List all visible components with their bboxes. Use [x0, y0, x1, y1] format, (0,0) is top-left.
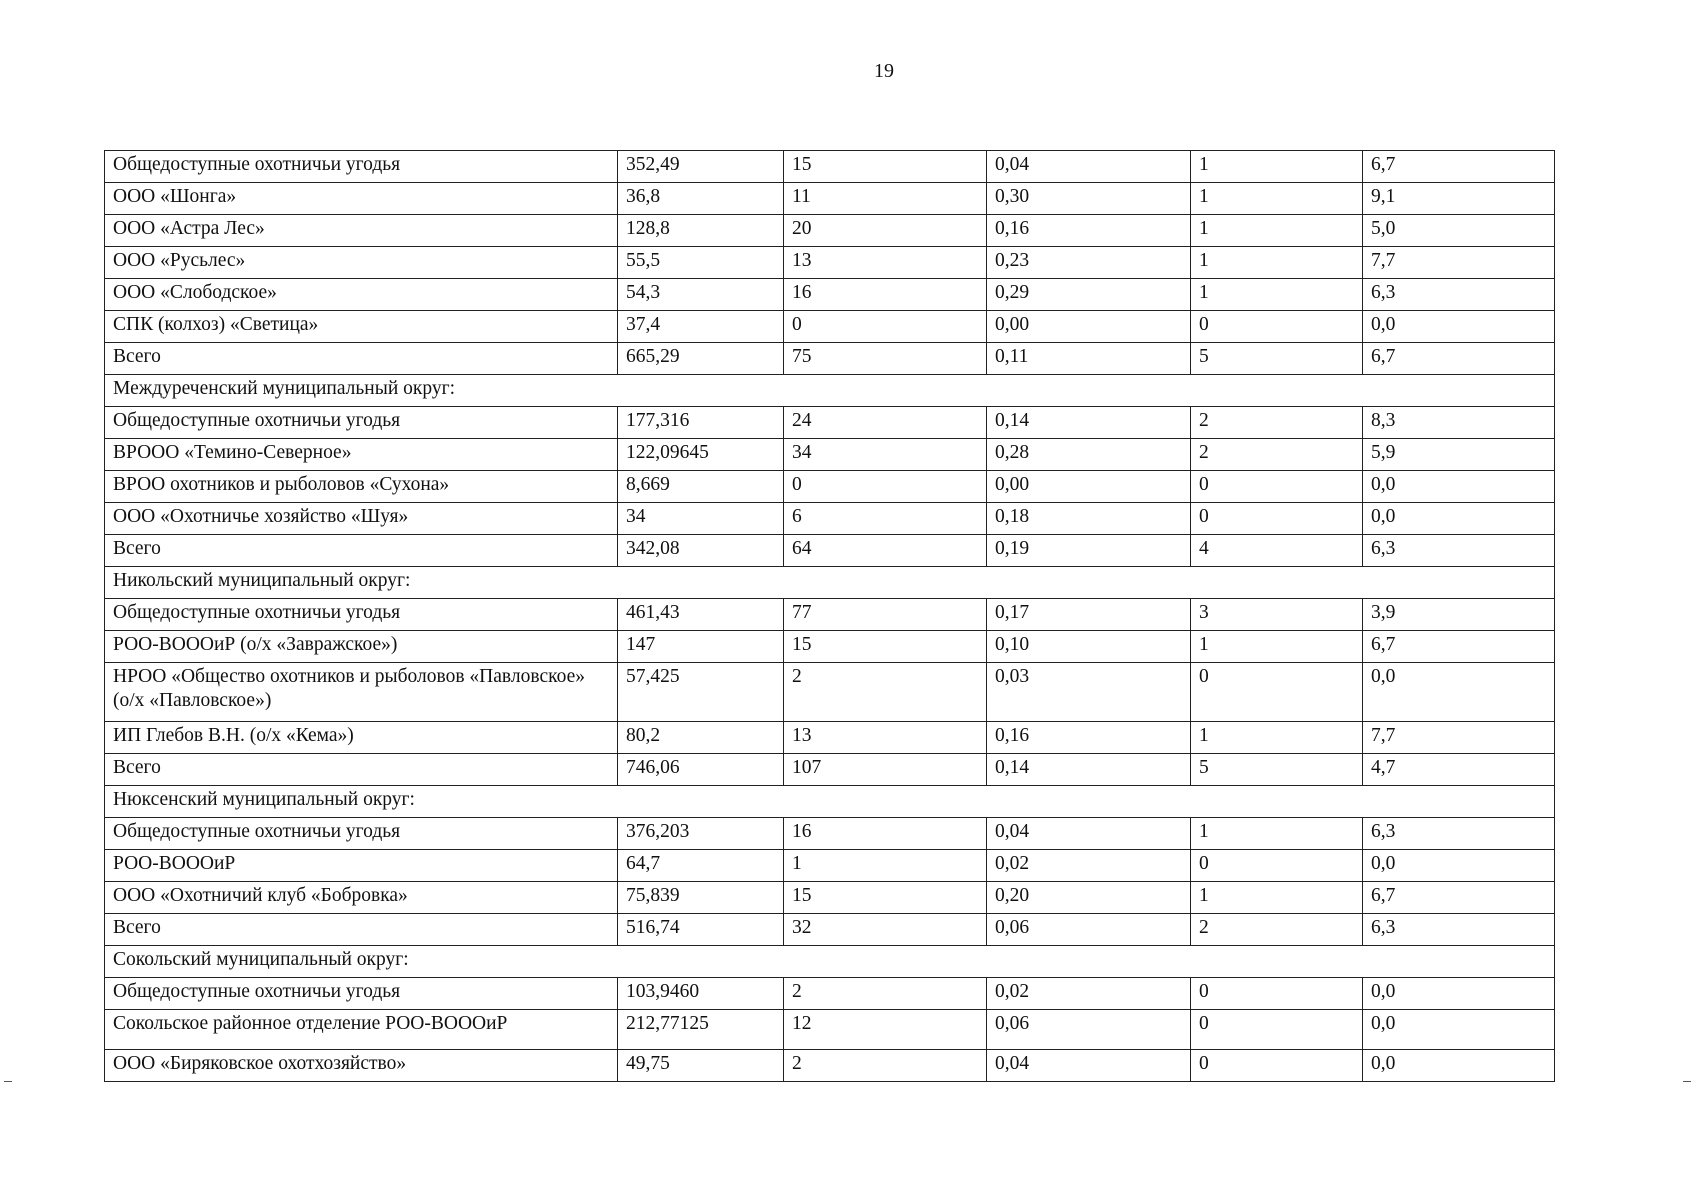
- value-cell-3: 0,29: [987, 279, 1191, 311]
- row-name-cell: Всего: [105, 754, 618, 786]
- value-cell-5: 5,0: [1363, 215, 1555, 247]
- value-cell-1: 461,43: [618, 599, 784, 631]
- table-row: [105, 279, 1555, 311]
- row-name-cell: ООО «Охотничий клуб «Бобровка»: [105, 882, 618, 914]
- value-cell-4: 0: [1191, 1010, 1363, 1050]
- value-cell-5: 7,7: [1363, 722, 1555, 754]
- value-cell-2: 75: [784, 343, 987, 375]
- table-row: [105, 978, 1555, 1010]
- row-name-cell: РОО-ВОООиР: [105, 850, 618, 882]
- row-name-cell: ООО «Русьлес»: [105, 247, 618, 279]
- value-cell-1: 516,74: [618, 914, 784, 946]
- value-cell-3: 0,02: [987, 978, 1191, 1010]
- row-name-cell: Общедоступные охотничьи угодья: [105, 818, 618, 850]
- table-row: [105, 247, 1555, 279]
- value-cell-2: 107: [784, 754, 987, 786]
- value-cell-5: 4,7: [1363, 754, 1555, 786]
- scan-mark-left: [4, 1081, 12, 1082]
- value-cell-1: 55,5: [618, 247, 784, 279]
- value-cell-4: 1: [1191, 631, 1363, 663]
- table-row: [105, 850, 1555, 882]
- table-row: [105, 183, 1555, 215]
- value-cell-2: 15: [784, 151, 987, 183]
- value-cell-4: 4: [1191, 535, 1363, 567]
- value-cell-3: 0,06: [987, 1010, 1191, 1050]
- value-cell-3: 0,02: [987, 850, 1191, 882]
- value-cell-2: 1: [784, 850, 987, 882]
- value-cell-3: 0,19: [987, 535, 1191, 567]
- total-row: [105, 754, 1555, 786]
- value-cell-1: 75,839: [618, 882, 784, 914]
- value-cell-4: 0: [1191, 978, 1363, 1010]
- value-cell-1: 36,8: [618, 183, 784, 215]
- section-header-label: Никольский муниципальный округ:: [105, 567, 1555, 599]
- value-cell-1: 342,08: [618, 535, 784, 567]
- value-cell-2: 16: [784, 279, 987, 311]
- table-row: [105, 151, 1555, 183]
- value-cell-2: 2: [784, 978, 987, 1010]
- value-cell-4: 0: [1191, 471, 1363, 503]
- value-cell-1: 34: [618, 503, 784, 535]
- table-row: [105, 311, 1555, 343]
- value-cell-4: 1: [1191, 818, 1363, 850]
- value-cell-1: 64,7: [618, 850, 784, 882]
- row-name-cell: Общедоступные охотничьи угодья: [105, 407, 618, 439]
- value-cell-4: 2: [1191, 914, 1363, 946]
- value-cell-5: 3,9: [1363, 599, 1555, 631]
- value-cell-5: 9,1: [1363, 183, 1555, 215]
- value-cell-4: 1: [1191, 279, 1363, 311]
- value-cell-5: 0,0: [1363, 471, 1555, 503]
- value-cell-3: 0,16: [987, 215, 1191, 247]
- value-cell-5: 8,3: [1363, 407, 1555, 439]
- value-cell-1: 57,425: [618, 663, 784, 722]
- value-cell-2: 34: [784, 439, 987, 471]
- section-header-row: [105, 567, 1555, 599]
- value-cell-3: 0,20: [987, 882, 1191, 914]
- value-cell-2: 12: [784, 1010, 987, 1050]
- value-cell-2: 13: [784, 722, 987, 754]
- value-cell-5: 6,7: [1363, 343, 1555, 375]
- value-cell-3: 0,16: [987, 722, 1191, 754]
- value-cell-3: 0,11: [987, 343, 1191, 375]
- table-row: [105, 215, 1555, 247]
- value-cell-4: 0: [1191, 663, 1363, 722]
- value-cell-3: 0,04: [987, 818, 1191, 850]
- row-name-cell: ООО «Слободское»: [105, 279, 618, 311]
- value-cell-1: 54,3: [618, 279, 784, 311]
- value-cell-1: 80,2: [618, 722, 784, 754]
- section-header-row: [105, 375, 1555, 407]
- value-cell-5: 6,7: [1363, 631, 1555, 663]
- value-cell-2: 2: [784, 1050, 987, 1082]
- table-row: [105, 1010, 1555, 1050]
- value-cell-5: 6,7: [1363, 151, 1555, 183]
- value-cell-4: 1: [1191, 882, 1363, 914]
- table-row: [105, 1050, 1555, 1082]
- section-header-label: Нюксенский муниципальный округ:: [105, 786, 1555, 818]
- value-cell-5: 7,7: [1363, 247, 1555, 279]
- value-cell-4: 1: [1191, 722, 1363, 754]
- value-cell-5: 0,0: [1363, 311, 1555, 343]
- table-row: [105, 663, 1555, 722]
- value-cell-2: 13: [784, 247, 987, 279]
- value-cell-5: 6,7: [1363, 882, 1555, 914]
- value-cell-3: 0,14: [987, 754, 1191, 786]
- section-header-label: Сокольский муниципальный округ:: [105, 946, 1555, 978]
- table-body: [105, 151, 1555, 1082]
- value-cell-3: 0,30: [987, 183, 1191, 215]
- value-cell-2: 20: [784, 215, 987, 247]
- row-name-cell: ООО «Биряковское охотхозяйство»: [105, 1050, 618, 1082]
- row-name-cell: Всего: [105, 914, 618, 946]
- row-name-cell: Общедоступные охотничьи угодья: [105, 978, 618, 1010]
- page-number: 19: [874, 60, 894, 82]
- value-cell-5: 0,0: [1363, 1010, 1555, 1050]
- table-row: [105, 439, 1555, 471]
- value-cell-2: 6: [784, 503, 987, 535]
- value-cell-1: 665,29: [618, 343, 784, 375]
- table-row: [105, 599, 1555, 631]
- value-cell-1: 49,75: [618, 1050, 784, 1082]
- value-cell-3: 0,04: [987, 1050, 1191, 1082]
- value-cell-1: 352,49: [618, 151, 784, 183]
- value-cell-5: 5,9: [1363, 439, 1555, 471]
- value-cell-3: 0,18: [987, 503, 1191, 535]
- value-cell-1: 177,316: [618, 407, 784, 439]
- value-cell-5: 6,3: [1363, 818, 1555, 850]
- row-name-cell: ООО «Астра Лес»: [105, 215, 618, 247]
- value-cell-5: 0,0: [1363, 978, 1555, 1010]
- value-cell-5: 6,3: [1363, 279, 1555, 311]
- value-cell-5: 0,0: [1363, 1050, 1555, 1082]
- hunting-grounds-table: [104, 150, 1555, 1082]
- value-cell-4: 3: [1191, 599, 1363, 631]
- value-cell-5: 6,3: [1363, 914, 1555, 946]
- table-row: [105, 631, 1555, 663]
- table-row: [105, 407, 1555, 439]
- value-cell-4: 2: [1191, 439, 1363, 471]
- value-cell-1: 8,669: [618, 471, 784, 503]
- row-name-cell: Сокольское районное отделение РОО-ВОООиР: [105, 1010, 618, 1050]
- table-row: [105, 818, 1555, 850]
- value-cell-4: 1: [1191, 183, 1363, 215]
- value-cell-1: 212,77125: [618, 1010, 784, 1050]
- row-name-cell: Общедоступные охотничьи угодья: [105, 599, 618, 631]
- value-cell-2: 15: [784, 631, 987, 663]
- value-cell-4: 1: [1191, 151, 1363, 183]
- value-cell-3: 0,00: [987, 311, 1191, 343]
- row-name-cell: РОО-ВОООиР (о/х «Завражское»): [105, 631, 618, 663]
- value-cell-5: 6,3: [1363, 535, 1555, 567]
- row-name-cell: Всего: [105, 535, 618, 567]
- value-cell-3: 0,14: [987, 407, 1191, 439]
- value-cell-1: 37,4: [618, 311, 784, 343]
- value-cell-2: 15: [784, 882, 987, 914]
- value-cell-5: 0,0: [1363, 663, 1555, 722]
- value-cell-2: 32: [784, 914, 987, 946]
- value-cell-3: 0,03: [987, 663, 1191, 722]
- total-row: [105, 535, 1555, 567]
- table-row: [105, 503, 1555, 535]
- value-cell-2: 24: [784, 407, 987, 439]
- value-cell-3: 0,10: [987, 631, 1191, 663]
- row-name-cell: СПК (колхоз) «Светица»: [105, 311, 618, 343]
- row-name-cell: ВРОО охотников и рыболовов «Сухона»: [105, 471, 618, 503]
- value-cell-2: 11: [784, 183, 987, 215]
- value-cell-2: 0: [784, 471, 987, 503]
- value-cell-1: 103,9460: [618, 978, 784, 1010]
- value-cell-3: 0,04: [987, 151, 1191, 183]
- value-cell-3: 0,06: [987, 914, 1191, 946]
- table-row: [105, 722, 1555, 754]
- value-cell-4: 1: [1191, 215, 1363, 247]
- value-cell-3: 0,23: [987, 247, 1191, 279]
- value-cell-1: 122,09645: [618, 439, 784, 471]
- value-cell-4: 2: [1191, 407, 1363, 439]
- row-name-cell: ВРООО «Темино-Северное»: [105, 439, 618, 471]
- row-name-cell: ООО «Охотничье хозяйство «Шуя»: [105, 503, 618, 535]
- value-cell-1: 128,8: [618, 215, 784, 247]
- value-cell-4: 5: [1191, 343, 1363, 375]
- scan-mark-right: [1683, 1081, 1691, 1082]
- value-cell-2: 16: [784, 818, 987, 850]
- row-name-cell: Всего: [105, 343, 618, 375]
- value-cell-2: 2: [784, 663, 987, 722]
- value-cell-4: 5: [1191, 754, 1363, 786]
- value-cell-4: 0: [1191, 850, 1363, 882]
- table-row: [105, 471, 1555, 503]
- value-cell-3: 0,28: [987, 439, 1191, 471]
- value-cell-4: 1: [1191, 247, 1363, 279]
- value-cell-1: 376,203: [618, 818, 784, 850]
- value-cell-1: 147: [618, 631, 784, 663]
- row-name-cell: НРОО «Общество охотников и рыболовов «Павловское» (о/х «Павловское»): [105, 663, 618, 722]
- value-cell-2: 77: [784, 599, 987, 631]
- row-name-cell: ООО «Шонга»: [105, 183, 618, 215]
- section-header-row: [105, 946, 1555, 978]
- section-header-label: Междуреченский муниципальный округ:: [105, 375, 1555, 407]
- value-cell-5: 0,0: [1363, 503, 1555, 535]
- value-cell-2: 0: [784, 311, 987, 343]
- total-row: [105, 343, 1555, 375]
- value-cell-3: 0,17: [987, 599, 1191, 631]
- value-cell-4: 0: [1191, 311, 1363, 343]
- value-cell-2: 64: [784, 535, 987, 567]
- value-cell-4: 0: [1191, 503, 1363, 535]
- value-cell-4: 0: [1191, 1050, 1363, 1082]
- value-cell-1: 746,06: [618, 754, 784, 786]
- section-header-row: [105, 786, 1555, 818]
- table-row: [105, 882, 1555, 914]
- total-row: [105, 914, 1555, 946]
- row-name-cell: ИП Глебов В.Н. (о/х «Кема»): [105, 722, 618, 754]
- value-cell-3: 0,00: [987, 471, 1191, 503]
- value-cell-5: 0,0: [1363, 850, 1555, 882]
- row-name-cell: Общедоступные охотничьи угодья: [105, 151, 618, 183]
